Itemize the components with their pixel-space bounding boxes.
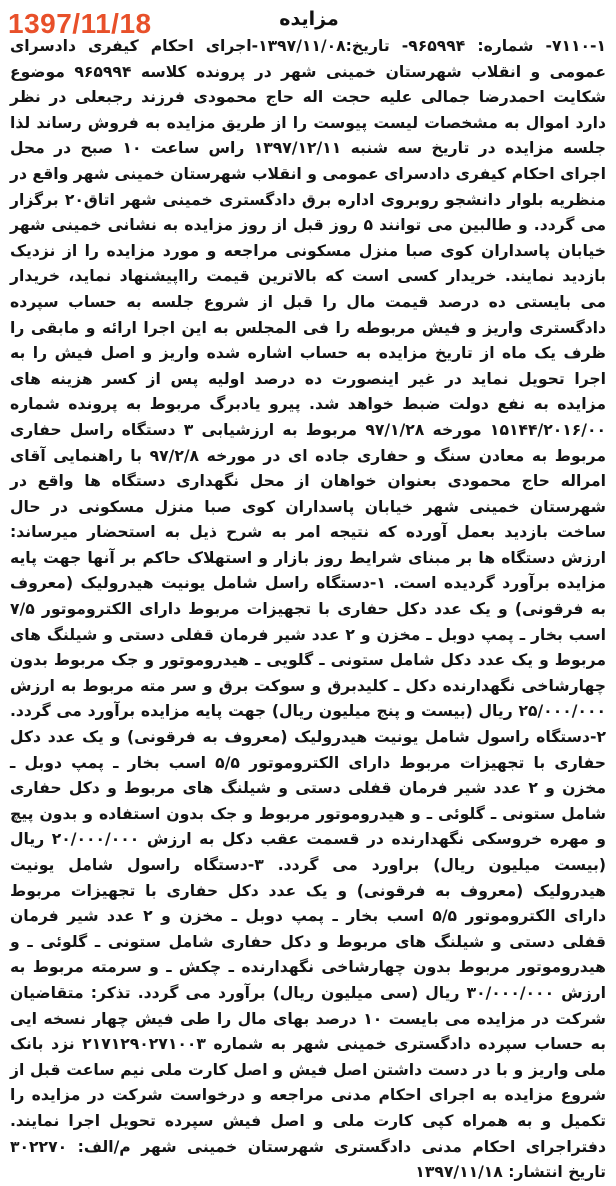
date-stamp: 1397/11/18 — [8, 8, 152, 39]
notice-title: مزایده — [279, 8, 339, 30]
notice-body: ۷۱۱۰-۱- شماره: ۹۶۵۹۹۴- تاریخ:۱۳۹۷/۱۱/۰۸-اجرای احکام کیفری دادسرای عمومی و انقلاب شهرستان خمینی شهر در پرونده کلاسه ۹۶۵۹۹۴ موضوع شکایت احمدرضا جمالی علیه حجت اله حاج محمودی فرزند رجبعلی در نظر دارد اموال به مشخصات لیست پیوست را از طریق مزایده به فروش رساند لذا جلسه مزایده در تاریخ سه شنبه ۱۳۹۷/۱۲/۱۱ راس ساعت ۱۰ صبح در محل اجرای احکام کیفری دادسرای عمومی و انقلاب شهرستان خمینی شهر واقع در منظریه بلوار دانشجو روبروی اداره برق دادگستری خمینی شهر اتاق۲۰ برگزار می گردد. و طالبین می توانند ۵ روز قبل از روز مزایده به نشانی خمینی شهر خیابان پاسداران کوی صبا منزل مسکونی مراجعه و مورد مزایده را از نزدیک بازدید نمایند. خریدار کسی است که بالاترین قیمت رااپیشنهاد نماید، خریدار می بایستی ده درصد قیمت مال را قبل از شروع جلسه به حساب سپرده دادگستری واریز و فیش مربوطه را فی المجلس به این اجرا ارائه و مابقی را ظرف یک ماه از تاریخ مزایده به حساب اشاره شده واریز و اصل فیش را به اجرا تحویل نماید در غیر اینصورت ده درصد اولیه پس از کسر هزینه های مزایده به نفع دولت ضبط خواهد شد. پیرو یادبرگ مربوط به پرونده شماره ۱۵۱۴۴/۲۰۱۶/۰۰ مورخه ۹۷/۱/۲۸ مربوط به ارزشیابی ۳ دستگاه راسل حفاری مربوط به معادن سنگ و حفاری جاده ای در مورخه ۹۷/۲/۸ با راهنمایی آقای امراله حاج محمودی بعنوان خواهان از محل نگهداری دستگاه ها واقع در شهرستان خمینی شهر خیابان پاسداران کوی صبا منزل مسکونی در حال ساخت بازدید بعمل آورده که نتیجه امر به شرح ذیل به استحضار میرساند: ارزش دستگاه ها بر مبنای شرایط روز بازار و استهلاک حاکم بر آنها جهت پایه مزایده برآورد گردیده است. ۱-دستگاه راسل شامل یونیت هیدرولیک (معروف به فرقونی) و یک عدد دکل حفاری با تجهیزات مربوط دارای الکتروموتور ۷/۵ اسب بخار ـ پمپ دوبل ـ مخزن و ۲ عدد شیر فرمان قفلی دستی و شیلنگ های مربوط و یک عدد دکل شامل ستونی ـ گلویی ـ هیدروموتور و جک مربوط بدون چهارشاخی نگهدارنده دکل ـ کلیدبرق و سوکت برق و سر مته مربوط به ارزش ۲۵/۰۰۰/۰۰۰ ریال (بیست و پنج میلیون ریال) جهت پایه مزایده برآورد می گردد. ۲-دستگاه راسول شامل یونیت هیدرولیک (معروف به فرقونی) و یک عدد دکل حفاری با تجهیزات مربوط دارای الکتروموتور ۵/۵ اسب بخار ـ پمپ دوبل ـ مخزن و ۲ عدد شیر فرمان قفلی دستی و شیلنگ های مربوط و دکل حفاری شامل ستونی ـ گلوئی ـ و هیدروموتور مربوط و جک بدون استفاده و بدون پیچ و مهره خروسکی نگهدارنده در قسمت عقب دکل به ارزش ۲۰/۰۰۰/۰۰۰ ریال (بیست میلیون ریال) براورد می گردد. ۳-دستگاه راسول شامل یونیت هیدرولیک (معروف به فرقونی) و یک عدد دکل حفاری با تجهیزات مربوط دارای الکتروموتور ۵/۵ اسب بخار ـ پمپ دوبل ـ مخزن و ۲ عدد شیر فرمان قفلی دستی و شیلنگ های مربوط و دکل حفاری شامل ستونی ـ گلوئی ـ و هیدروموتور مربوط بدون چهارشاخی نگهدارنده ـ چکش ـ و سرمته مربوط به ارزش ۳۰/۰۰۰/۰۰۰ ریال (سی میلیون ریال) برآورد می گردد. تذکر: متقاضیان شرکت در مزایده می بایست ۱۰ درصد بهای مال را طی فیش چهار نسخه ایی به حساب سپرده دادگستری خمینی شهر به شماره ۲۱۷۱۲۹۰۲۷۱۰۰۳ نزد بانک ملی واریز و با در دست داشتن اصل فیش و اصل کارت ملی نیم ساعت قبل از شروع مزایده به اجرای احکام مدنی مراجعه و درخواست شرکت در مزایده را تکمیل و به همراه کپی کارت ملی و اصل فیش سپرده تحویل اجرا نمایند. دفتراجرای احکام مدنی دادگستری شهرستان خمینی شهر م/الف: ۳۰۲۲۷۰ تاریخ انتشار: ۱۳۹۷/۱۱/۱۸ — [10, 37, 607, 1182]
